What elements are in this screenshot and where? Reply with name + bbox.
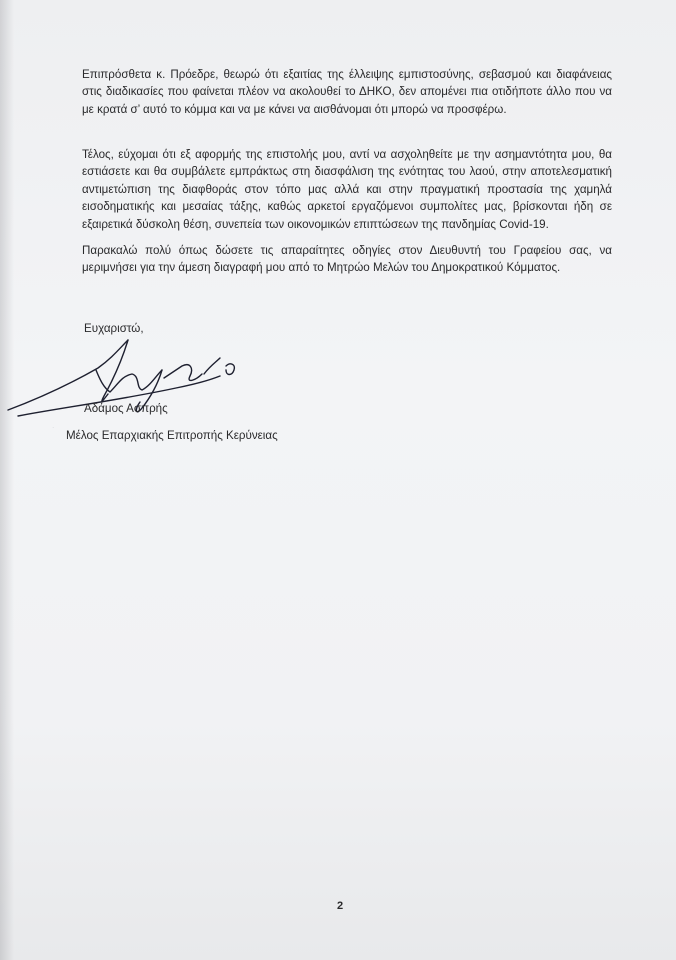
closing-text: Ευχαριστώ, <box>84 322 144 335</box>
signer-title: Μέλος Επαρχιακής Επιτροπής Κερύνειας <box>66 429 278 442</box>
paragraph-1: Επιπρόσθετα κ. Πρόεδρε, θεωρώ ότι εξαιτίας της έλλειψης εμπιστοσύνης, σεβασμού και διαφάνειας στις διαδικασίες που φαίνεται πλέον να ακολουθεί το ΔΗΚΟ, δεν απομένει πια οτιδήποτε άλλο που να με κρατά σ’ αυτό το κόμμα και να με κάνει να αισθάνομαι ότι μπορώ να προσφέρω. <box>82 68 612 116</box>
page-shadow <box>0 0 14 960</box>
page-number: 2 <box>337 900 344 912</box>
paragraph-2: Τέλος, εύχομαι ότι εξ αφορμής της επιστολής μου, αντί να ασχοληθείτε με την ασημαντότητα μου, θα εστιάσετε και θα συμβάλετε εμπράκτως στη διασφάλιση της ενότητας του λαού, στην αποτελεσματική αντιμετώπιση της διαφθοράς στον τόπο μας αλλά και στην πραγματική προστασία της χαμηλά εισοδηματικής και μεσαίας τάξης, καθώς αρκετοί εργαζόμενοι συμπολίτες μας, βρίσκονται ήδη σε εξαιρετικά δύσκολη θέση, συνεπεία των οικονομικών επιπτώσεων της πανδημίας Covid-19. <box>82 148 612 231</box>
paragraph-3: Παρακαλώ πολύ όπως δώσετε τις απαραίτητες οδηγίες στον Διευθυντή του Γραφείου σας, να μεριμνήσει για την άμεση διαγραφή μου από το Μητρώο Μελών του Δημοκρατικού Κόμματος. <box>82 244 612 275</box>
signer-name: Αδάμος Ασπρής <box>84 402 168 415</box>
